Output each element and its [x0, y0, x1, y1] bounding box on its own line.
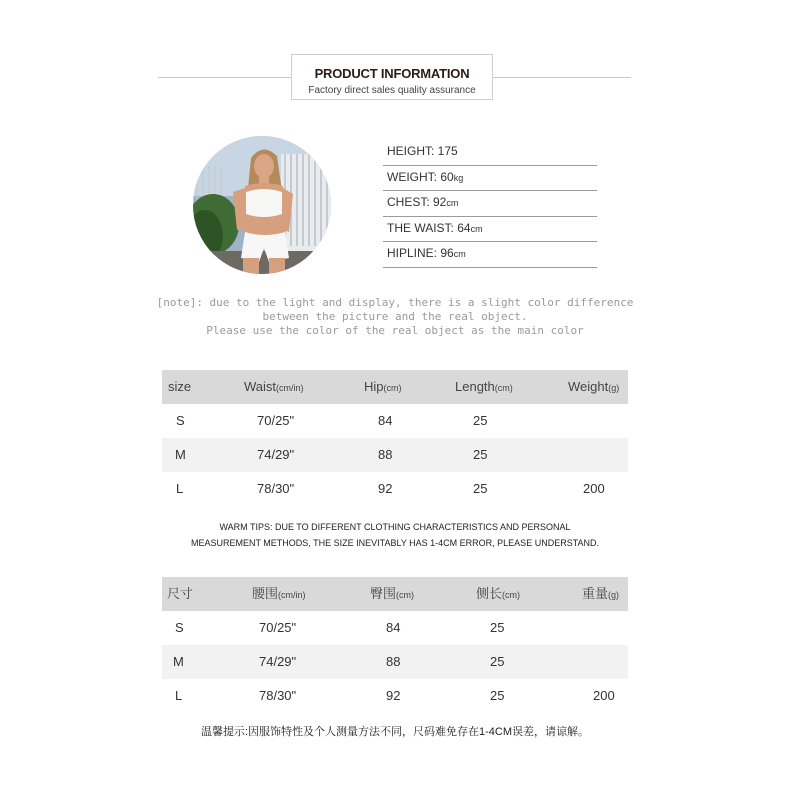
cell-length: 25: [490, 688, 505, 703]
header-length: 侧长(cm): [476, 586, 521, 601]
model-measurements: [383, 140, 597, 268]
header-weight: 重量(g): [582, 586, 620, 601]
cell-hip: 92: [386, 688, 401, 703]
warm-tips-cn: 温馨提示:因服饰特性及个人测量方法不同，尺码难免存在1-4CM误差，请谅解。: [200, 726, 590, 738]
cell-hip: 88: [386, 654, 401, 669]
cell-length: 25: [490, 654, 505, 669]
cell-length: 25: [490, 620, 505, 635]
table-header: [162, 370, 628, 404]
cell-size: L: [176, 481, 184, 496]
cell-waist: 74/29": [257, 447, 295, 462]
cell-hip: 92: [378, 481, 393, 496]
product-info-header: [291, 54, 493, 100]
cell-size: S: [176, 413, 185, 428]
table-row: [162, 404, 628, 438]
measurement-weight: WEIGHT: 60kg: [383, 166, 597, 192]
cell-hip: 88: [378, 447, 393, 462]
header-hip: 臀围(cm): [370, 586, 415, 601]
cell-weight: 200: [583, 481, 605, 496]
cell-waist: 70/25": [259, 620, 297, 635]
cell-length: 25: [473, 447, 488, 462]
cell-length: 25: [473, 413, 488, 428]
header-title: PRODUCT INFORMATION: [314, 66, 470, 81]
cell-waist: 78/30": [257, 481, 295, 496]
cell-size: S: [175, 620, 184, 635]
cell-length: 25: [473, 481, 488, 496]
table-row: [162, 438, 628, 472]
cell-weight: 200: [593, 688, 615, 703]
model-photo: [193, 136, 331, 274]
note-line-1: [note]: due to the light and display, there is a slight color difference: [156, 296, 634, 309]
cell-size: M: [173, 654, 184, 669]
header-subtitle: Factory direct sales quality assurance: [308, 85, 476, 96]
note-line-2: between the picture and the real object.: [262, 310, 528, 323]
header-length: Length(cm): [455, 379, 513, 394]
note-line-3: Please use the color of the real object as the main color: [206, 324, 584, 337]
tips-line-2: MEASUREMENT METHODS, THE SIZE INEVITABLY HAS 1-4CM ERROR, PLEASE UNDERSTAND.: [190, 538, 600, 548]
cell-size: M: [175, 447, 186, 462]
warm-tips-en: [160, 519, 630, 551]
tips-line-1: WARM TIPS: DUE TO DIFFERENT CLOTHING CHARACTERISTICS AND PERSONAL: [219, 522, 571, 532]
cell-waist: 74/29": [259, 654, 297, 669]
table-row: [162, 472, 628, 506]
header-hip: Hip(cm): [364, 379, 402, 394]
header-waist: Waist(cm/in): [244, 379, 304, 394]
header-rule-right: [493, 77, 631, 78]
table-row: [162, 679, 628, 713]
cell-size: L: [175, 688, 183, 703]
header-size: 尺寸: [167, 586, 194, 601]
header-waist: 腰围(cm/in): [252, 586, 306, 601]
cell-hip: 84: [386, 620, 401, 635]
measurement-height: HEIGHT: 175: [383, 140, 597, 166]
table-row: [162, 645, 628, 679]
color-note: [150, 296, 640, 338]
measurement-hipline: HIPLINE: 96cm: [383, 242, 597, 268]
size-table-en: [162, 370, 628, 506]
table-header: [162, 577, 628, 611]
header-rule-left: [158, 77, 291, 78]
cell-waist: 78/30": [259, 688, 297, 703]
table-row: [162, 611, 628, 645]
measurement-chest: CHEST: 92cm: [383, 191, 597, 217]
size-table-cn: [162, 577, 628, 713]
cell-waist: 70/25": [257, 413, 295, 428]
measurement-waist: THE WAIST: 64cm: [383, 217, 597, 243]
header-weight: Weight(g): [568, 379, 620, 394]
cell-hip: 84: [378, 413, 393, 428]
header-size: size: [168, 379, 192, 394]
